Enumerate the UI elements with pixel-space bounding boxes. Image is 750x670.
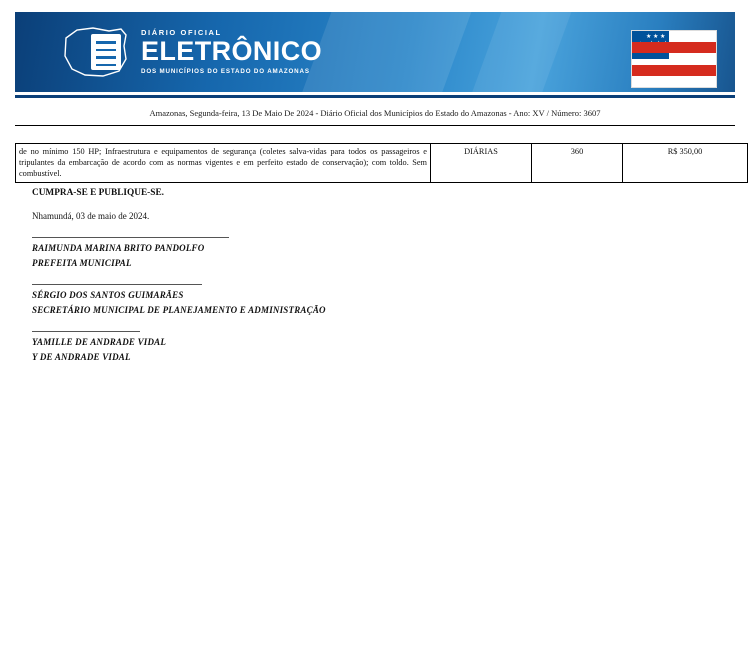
signature-name: YAMILLE DE ANDRADE VIDAL [32,337,167,347]
dateline-divider [15,125,735,126]
cell-quantity: 360 [532,144,623,183]
signature-role: PREFEITA MUNICIPAL [32,258,132,268]
signature-role: Y DE ANDRADE VIDAL [32,352,131,362]
flag-star: ★ [646,34,652,40]
publish-order-text: CUMPRA-SE E PUBLIQUE-SE. [32,188,164,198]
signature-block [32,284,722,315]
masthead-title: ELETRÔNICO [141,36,323,66]
flag-star: ★ [660,34,666,40]
flag-stripe-top [632,42,716,53]
masthead-suptitle: DIÁRIO OFICIAL [141,28,222,37]
amazonas-flag-icon [631,30,717,88]
signature-line [32,331,140,332]
place-date-text: Nhamundá, 03 de maio de 2024. [32,211,150,221]
signature-line [32,284,202,285]
masthead-title-block [141,28,322,75]
masthead-divider [15,95,735,98]
cell-description: de no mínimo 150 HP; Infraestrutura e equipamentos de segurança (coletes salva-vidas para todos os passageiros e tripulantes da embarcação de acordo com as normas vigentes e em perfeito estado de conservação); com toldo. Sem combustível. [16,144,431,183]
table-row [16,144,748,183]
banner-sheen-secondary [461,12,578,92]
signature-name: RAIMUNDA MARINA BRITO PANDOLFO [32,243,205,253]
cell-value: R$ 350,00 [623,144,748,183]
flag-stripe-bottom [632,65,716,76]
cell-unit: DIÁRIAS [431,144,532,183]
signature-line [32,237,229,238]
flag-star: ★ [653,34,659,40]
masthead-subtitle: DOS MUNICÍPIOS DO ESTADO DO AMAZONAS [141,67,310,75]
signature-name: SÉRGIO DOS SANTOS GUIMARÃES [32,290,184,300]
item-table [15,143,748,183]
signature-block [32,331,722,362]
document-icon [91,34,121,70]
masthead-banner [15,12,735,92]
signature-block [32,237,722,268]
signature-role: SECRETÁRIO MUNICIPAL DE PLANEJAMENTO E ADMINISTRAÇÃO [32,305,326,315]
document-body [32,188,722,378]
dateline: Amazonas, Segunda-feira, 13 De Maio De 2024 - Diário Oficial dos Municípios do Estado do Amazonas - Ano: XV / Número: 3607 [149,108,601,118]
